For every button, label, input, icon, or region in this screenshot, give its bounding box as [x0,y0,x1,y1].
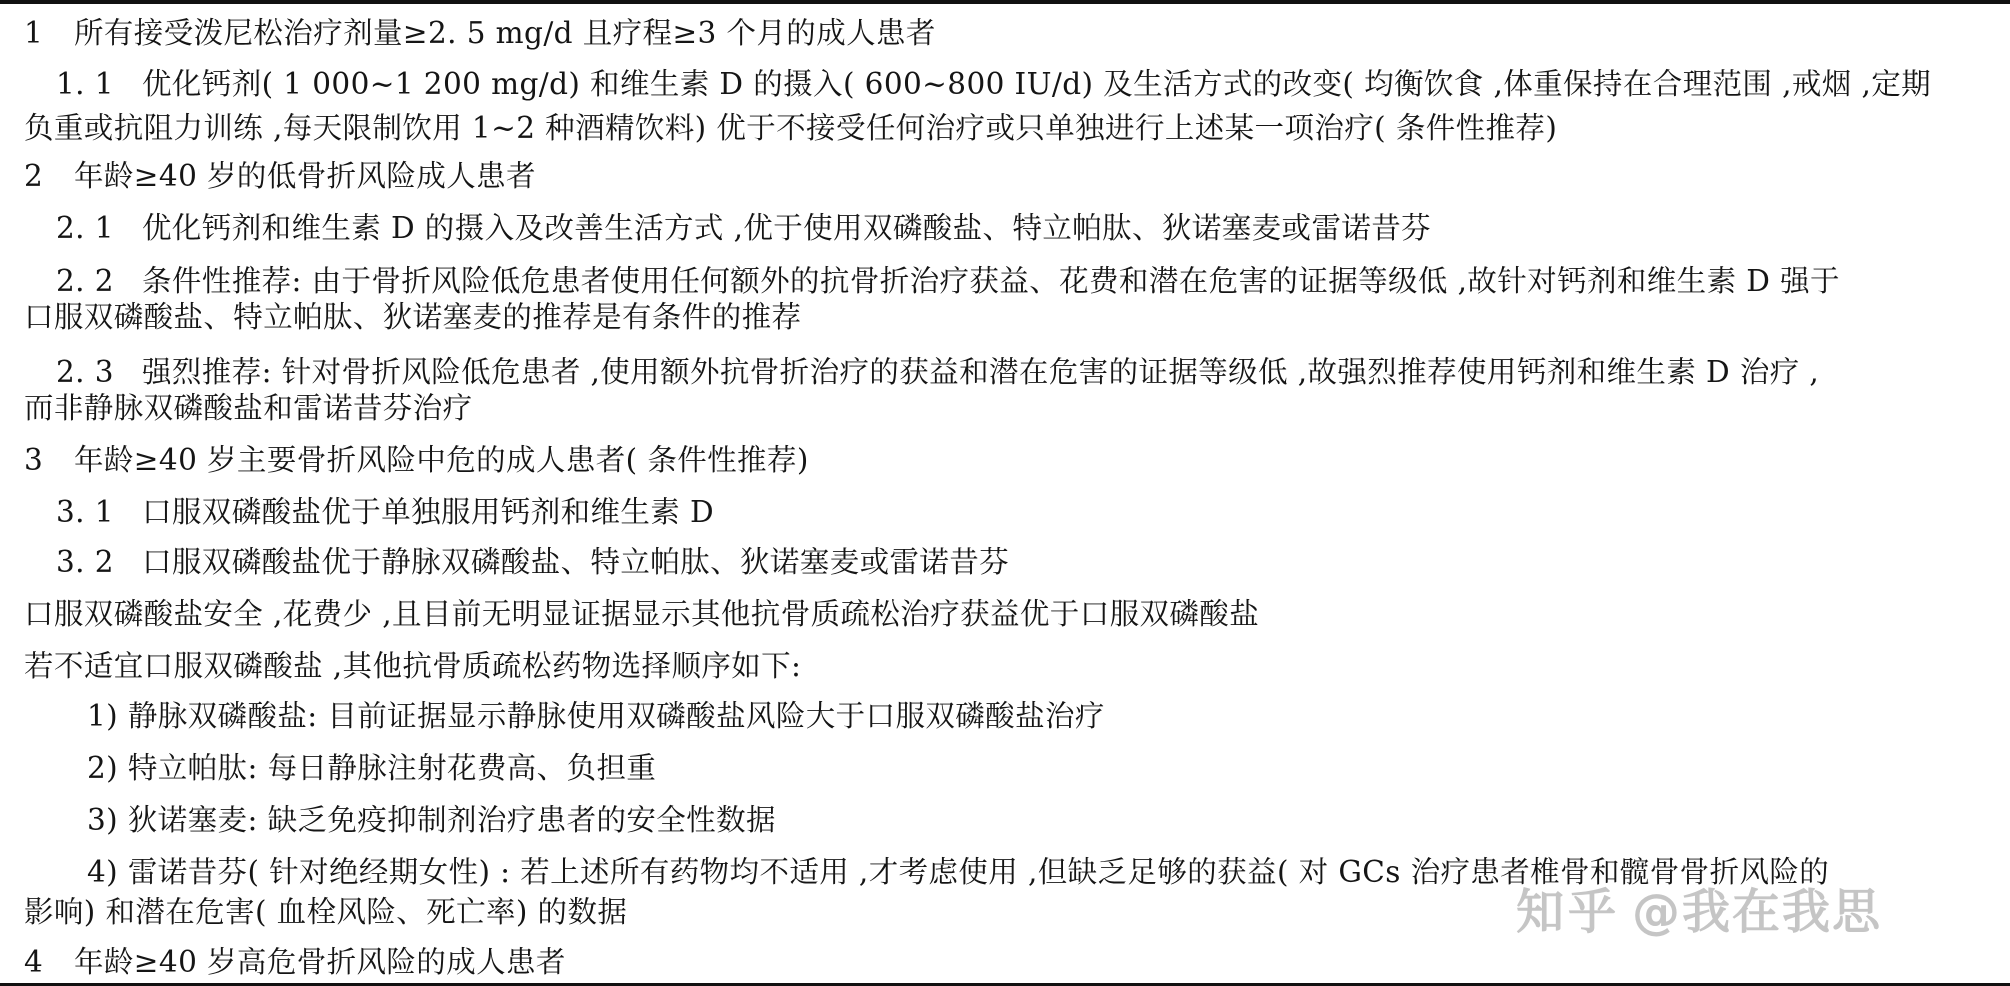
item-3-1 [56,490,1990,534]
section-text: 所有接受泼尼松治疗剂量≥2. 5 mg/d 且疗程≥3 个月的成人患者 [74,16,936,50]
list-item-text: 影响) 和潜在危害( 血栓风险、死亡率) 的数据 [24,895,628,929]
watermark-handle: @我在我思 [1632,883,1883,940]
item-number: 3. 1 [56,495,114,529]
section-text: 年龄≥40 岁主要骨折风险中危的成人患者( 条件性推荐) [74,443,809,477]
list-item-text: 1) 静脉双磷酸盐: 目前证据显示静脉使用双磷酸盐风险大于口服双磷酸盐治疗 [87,699,1105,733]
list-item-4 [87,850,1990,894]
section-1-heading [24,11,1990,55]
item-number: 2. 3 [56,355,114,389]
item-number: 2. 1 [56,211,114,245]
item-text: 口服双磷酸盐、特立帕肽、狄诺塞麦的推荐是有条件的推荐 [24,300,802,334]
item-text: 强烈推荐: 针对骨折风险低危患者 ,使用额外抗骨折治疗的获益和潜在危害的证据等级低 ,故强烈推荐使用钙剂和维生素 D 治疗 , [142,355,1820,389]
item-2-3-continuation [24,386,1990,430]
item-1-1 [56,62,1990,106]
paragraph-alternative-order [24,644,1990,688]
item-text: 而非静脉双磷酸盐和雷诺昔芬治疗 [24,391,473,425]
item-2-1 [56,206,1990,250]
item-text: 口服双磷酸盐优于静脉双磷酸盐、特立帕肽、狄诺塞麦或雷诺昔芬 [142,545,1010,579]
section-3-heading [24,438,1990,482]
section-number: 2 [24,159,44,193]
section-2-heading [24,154,1990,198]
watermark-brand: 知乎 [1516,883,1621,940]
section-number: 4 [24,945,44,979]
item-number: 1. 1 [56,67,114,101]
list-item-1 [87,694,1990,738]
paragraph-text: 口服双磷酸盐安全 ,花费少 ,且目前无明显证据显示其他抗骨质疏松治疗获益优于口服双磷酸盐 [24,597,1260,631]
section-text: 年龄≥40 岁的低骨折风险成人患者 [74,159,536,193]
list-item-text: 3) 狄诺塞麦: 缺乏免疫抑制剂治疗患者的安全性数据 [87,803,776,837]
list-item-2 [87,746,1990,790]
list-item-text: 2) 特立帕肽: 每日静脉注射花费高、负担重 [87,751,657,785]
list-item-text: 4) 雷诺昔芬( 针对绝经期女性) : 若上述所有药物均不适用 ,才考虑使用 ,但缺乏足够的获益( 对 GCs 治疗患者椎骨和髋骨骨折风险的 [87,855,1830,889]
item-1-1-continuation [24,106,1990,150]
item-text: 负重或抗阻力训练 ,每天限制饮用 1~2 种酒精饮料) 优于不接受任何治疗或只单独进行上述某一项治疗( 条件性推荐) [24,111,1558,145]
section-text: 年龄≥40 岁高危骨折风险的成人患者 [74,945,566,979]
item-text: 优化钙剂和维生素 D 的摄入及改善生活方式 ,优于使用双磷酸盐、特立帕肽、狄诺塞麦或雷诺昔芬 [142,211,1432,245]
item-number: 2. 2 [56,264,114,298]
list-item-3 [87,798,1990,842]
item-2-2-continuation [24,295,1990,339]
item-number: 3. 2 [56,545,114,579]
item-3-2 [56,540,1990,584]
section-number: 1 [24,16,44,50]
paragraph-text: 若不适宜口服双磷酸盐 ,其他抗骨质疏松药物选择顺序如下: [24,649,802,683]
list-item-4-continuation [24,890,1990,934]
item-text: 优化钙剂( 1 000~1 200 mg/d) 和维生素 D 的摄入( 600~800 IU/d) 及生活方式的改变( 均衡饮食 ,体重保持在合理范围 ,戒烟 ,定期 [142,67,1932,101]
item-text: 条件性推荐: 由于骨折风险低危患者使用任何额外的抗骨折治疗获益、花费和潜在危害的证据等级低 ,故针对钙剂和维生素 D 强于 [142,264,1840,298]
item-text: 口服双磷酸盐优于单独服用钙剂和维生素 D [142,495,715,529]
paragraph-oral-bisphosphonate [24,592,1990,636]
section-number: 3 [24,443,44,477]
section-4-heading [24,940,1990,984]
